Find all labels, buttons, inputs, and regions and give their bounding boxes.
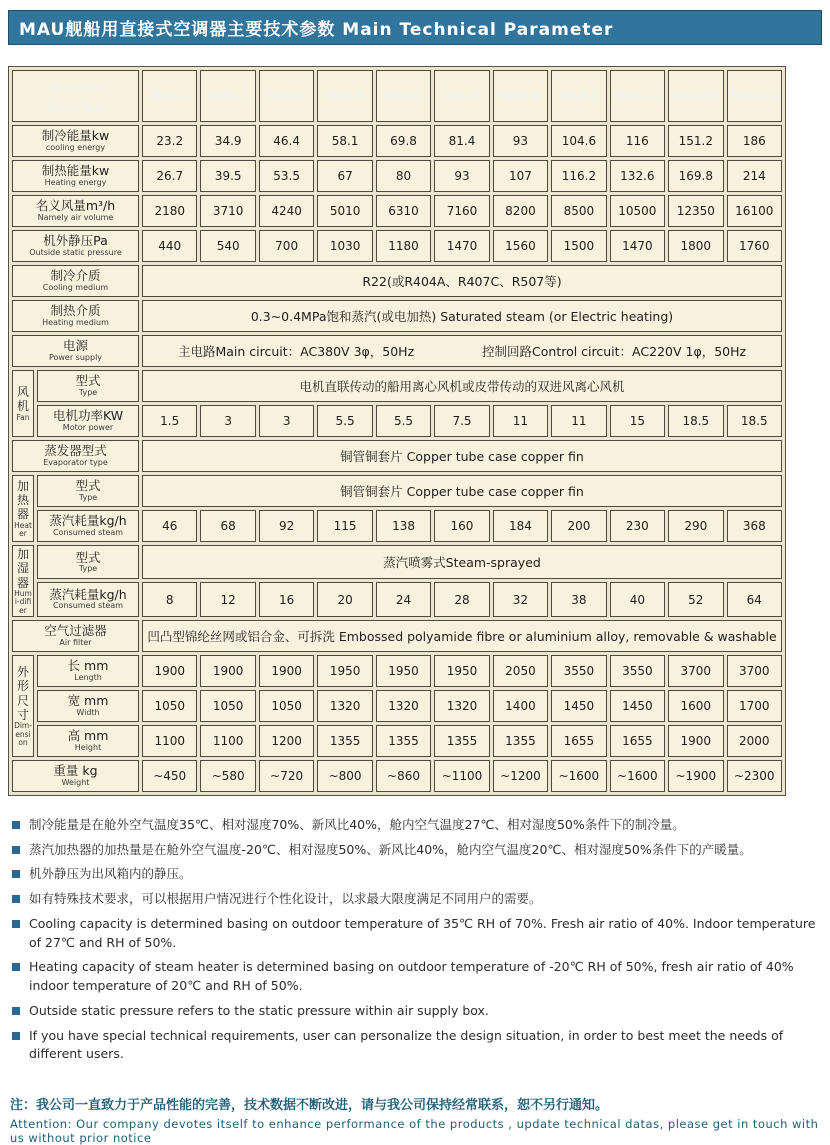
note-item: [10, 915, 820, 953]
value-cell: 11: [493, 405, 548, 437]
value-cell: 32: [493, 582, 548, 616]
value-cell: 5.5: [376, 405, 431, 437]
value-cell: 1355: [376, 725, 431, 757]
row-power-supply: [12, 335, 782, 367]
value-cell: 46: [142, 510, 197, 542]
air-filter-text: 凹凸型锦纶丝网或铝合金、可拆洗 Embossed polyamide fibre or aluminium alloy, removable & washable: [142, 620, 782, 652]
square-bullet-icon: [12, 895, 20, 903]
value-cell: 6310: [376, 195, 431, 227]
value-cell: ~1200: [493, 760, 548, 792]
value-cell: 23.2: [142, 125, 197, 157]
power-supply-text: [142, 335, 782, 367]
row-motor-power: [12, 405, 782, 437]
row-heating-energy: [12, 160, 782, 192]
row-humidifier-steam: [12, 582, 782, 616]
row-height: [12, 725, 782, 757]
square-bullet-icon: [12, 1007, 20, 1015]
heating-medium-text: 0.3~0.4MPa饱和蒸汽(或电加热) Saturated steam (or Electric heating): [142, 300, 782, 332]
value-cell: 28: [434, 582, 489, 616]
label-zh: 蒸汽耗量kg/h: [49, 513, 127, 529]
value-cell: 92: [259, 510, 314, 542]
value-cell: 93: [434, 160, 489, 192]
value-cell: 68: [200, 510, 255, 542]
label-en: Cooling medium: [42, 282, 109, 292]
row-label-evaporator-type: [12, 440, 139, 472]
value-cell: 12: [200, 582, 255, 616]
group-label-zh: 风机: [16, 384, 29, 414]
value-cell: 8200: [493, 195, 548, 227]
header-zh: 项目/型号: [47, 82, 104, 98]
value-cell: 18.5: [727, 405, 782, 437]
group-label-en: Heater: [14, 520, 32, 539]
value-cell: 1760: [727, 230, 782, 262]
row-label-air-volume: [12, 195, 139, 227]
group-label-en: Dim-ension: [14, 721, 32, 747]
row-humidifier-type: [12, 545, 782, 579]
label-zh: 电源: [62, 338, 88, 354]
group-heater: [12, 475, 34, 542]
label-en: Outside static pressure: [29, 247, 122, 257]
label-zh: 宽 mm: [67, 693, 109, 709]
value-cell: 12350: [668, 195, 723, 227]
value-cell: 18.5: [668, 405, 723, 437]
value-cell: 1030: [317, 230, 372, 262]
label-zh: 蒸发器型式: [44, 443, 107, 459]
row-label-height: [37, 725, 139, 757]
square-bullet-icon: [12, 846, 20, 854]
row-label-heating-energy: [12, 160, 139, 192]
value-cell: 1355: [434, 725, 489, 757]
value-cell: 4240: [259, 195, 314, 227]
value-cell: 64: [727, 582, 782, 616]
main-circuit-text: 主电路Main circuit：AC380V 3φ，50Hz: [177, 344, 415, 359]
label-zh: 电机功率KW: [52, 408, 124, 424]
square-bullet-icon: [12, 963, 20, 971]
value-cell: 5.5: [317, 405, 372, 437]
value-cell: 1950: [376, 655, 431, 687]
value-cell: 1470: [610, 230, 665, 262]
value-cell: 1100: [142, 725, 197, 757]
value-cell: 1100: [200, 725, 255, 757]
value-cell: 1700: [727, 690, 782, 722]
group-label-en: Humi-difier: [14, 589, 32, 615]
value-cell: 3: [259, 405, 314, 437]
value-cell: 39.5: [200, 160, 255, 192]
value-cell: 1900: [142, 655, 197, 687]
notes-section: [8, 816, 822, 1064]
label-en: Consumed steam: [52, 527, 124, 537]
value-cell: 700: [259, 230, 314, 262]
value-cell: 69.8: [376, 125, 431, 157]
value-cell: 10500: [610, 195, 665, 227]
row-label-air-filter: [12, 620, 139, 652]
value-cell: 116.2: [551, 160, 606, 192]
value-cell: 1655: [610, 725, 665, 757]
humidifier-type-text: 蒸汽喷雾式Steam-sprayed: [142, 545, 782, 579]
value-cell: 440: [142, 230, 197, 262]
value-cell: 1655: [551, 725, 606, 757]
note-text: Outside static pressure refers to the static pressure within air supply box.: [29, 1002, 489, 1018]
group-label-zh: 外形尺寸: [16, 664, 29, 722]
value-cell: 52: [668, 582, 723, 616]
value-cell: 7160: [434, 195, 489, 227]
value-cell: 368: [727, 510, 782, 542]
value-cell: 3: [200, 405, 255, 437]
value-cell: 2000: [727, 725, 782, 757]
value-cell: 1180: [376, 230, 431, 262]
value-cell: 107: [493, 160, 548, 192]
value-cell: ~1600: [610, 760, 665, 792]
label-en: Weight: [61, 777, 90, 787]
header-row: [12, 70, 782, 122]
row-label-length: [37, 655, 139, 687]
value-cell: 46.4: [259, 125, 314, 157]
value-cell: 1050: [142, 690, 197, 722]
row-label-power-supply: [12, 335, 139, 367]
value-cell: 5010: [317, 195, 372, 227]
value-cell: 67: [317, 160, 372, 192]
value-cell: 1800: [668, 230, 723, 262]
square-bullet-icon: [12, 1032, 20, 1040]
value-cell: 1200: [259, 725, 314, 757]
row-heater-type: [12, 475, 782, 507]
note-text: 如有特殊技术要求，可以根据用户情况进行个性化设计，以求最大限度满足不同用户的需要。: [29, 891, 542, 907]
row-label-static-pressure: [12, 230, 139, 262]
label-en: Heating medium: [42, 317, 109, 327]
value-cell: 80: [376, 160, 431, 192]
value-cell: 1050: [259, 690, 314, 722]
value-cell: 3700: [668, 655, 723, 687]
model-col-header: MAU-16: [727, 70, 782, 122]
value-cell: 20: [317, 582, 372, 616]
value-cell: 169.8: [668, 160, 723, 192]
note-item: [10, 841, 820, 860]
value-cell: 81.4: [434, 125, 489, 157]
value-cell: 3710: [200, 195, 255, 227]
row-label-heating-medium: [12, 300, 139, 332]
row-label-motor-power: [37, 405, 139, 437]
value-cell: 1950: [317, 655, 372, 687]
value-cell: 1450: [610, 690, 665, 722]
evaporator-type-text: 铜管铜套片 Copper tube case copper fin: [142, 440, 782, 472]
value-cell: 34.9: [200, 125, 255, 157]
row-label-weight: [12, 760, 139, 792]
cooling-medium-text: R22(或R404A、R407C、R507等): [142, 265, 782, 297]
header-en: Model/Type: [44, 100, 107, 114]
value-cell: 1355: [317, 725, 372, 757]
value-cell: ~450: [142, 760, 197, 792]
label-zh: 制热介质: [50, 303, 101, 319]
model-col-header: MAU-10: [610, 70, 665, 122]
value-cell: 1320: [376, 690, 431, 722]
label-en: Motor power: [62, 422, 114, 432]
value-cell: 132.6: [610, 160, 665, 192]
value-cell: ~1100: [434, 760, 489, 792]
row-label-fan-type: [37, 370, 139, 402]
square-bullet-icon: [12, 821, 20, 829]
value-cell: 200: [551, 510, 606, 542]
model-col-header: MAU-8: [493, 70, 548, 122]
model-col-header: MAU-4: [259, 70, 314, 122]
label-zh: 型式: [75, 478, 101, 494]
label-en: Evaporator type: [43, 457, 108, 467]
note-text: 机外静压为出风箱内的静压。: [29, 866, 192, 882]
square-bullet-icon: [12, 920, 20, 928]
value-cell: ~580: [200, 760, 255, 792]
model-col-header: MAU-7: [434, 70, 489, 122]
label-zh: 长 mm: [67, 658, 109, 674]
value-cell: ~1900: [668, 760, 723, 792]
note-item: [10, 816, 820, 835]
value-cell: 38: [551, 582, 606, 616]
label-en: Length: [74, 672, 102, 682]
note-text: Cooling capacity is determined basing on outdoor temperature of 35℃ RH of 70%. Fresh air ratio of 40%. Indoor temperature of 27℃ and RH of 50%.: [29, 915, 816, 950]
value-cell: 16100: [727, 195, 782, 227]
value-cell: 1900: [259, 655, 314, 687]
note-item: [10, 1002, 820, 1021]
row-heater-steam: [12, 510, 782, 542]
row-evaporator-type: [12, 440, 782, 472]
value-cell: 93: [493, 125, 548, 157]
row-fan-type: [12, 370, 782, 402]
group-label-zh: 加湿器: [16, 547, 29, 590]
row-label-cooling-medium: [12, 265, 139, 297]
label-en: Type: [78, 492, 98, 502]
label-zh: 机外静压Pa: [43, 233, 108, 249]
note-text: Heating capacity of steam heater is determined basing on outdoor temperature of -20℃ RH of 50%, fresh air ratio of 40% indoor temperature of 20℃ and RH of 50%.: [29, 959, 794, 994]
value-cell: 1050: [200, 690, 255, 722]
row-label-heater-steam: [37, 510, 139, 542]
value-cell: 1400: [493, 690, 548, 722]
label-en: Height: [74, 742, 102, 752]
value-cell: ~860: [376, 760, 431, 792]
label-zh: 蒸汽耗量kg/h: [49, 587, 127, 603]
value-cell: 290: [668, 510, 723, 542]
value-cell: 1320: [434, 690, 489, 722]
heater-type-text: 铜管铜套片 Copper tube case copper fin: [142, 475, 782, 507]
label-en: Power supply: [48, 352, 103, 362]
row-label-heater-type: [37, 475, 139, 507]
value-cell: 1.5: [142, 405, 197, 437]
value-cell: 11: [551, 405, 606, 437]
group-dimension: [12, 655, 34, 757]
spec-table: [8, 66, 786, 796]
value-cell: 186: [727, 125, 782, 157]
note-text: If you have special technical requirements, user can personalize the design situation, in order to best meet the needs of different users.: [29, 1027, 784, 1062]
value-cell: 151.2: [668, 125, 723, 157]
value-cell: 26.7: [142, 160, 197, 192]
value-cell: 7.5: [434, 405, 489, 437]
label-en: Width: [76, 707, 100, 717]
label-en: Type: [78, 387, 98, 397]
label-zh: 型式: [75, 373, 101, 389]
value-cell: 15: [610, 405, 665, 437]
value-cell: 230: [610, 510, 665, 542]
label-zh: 高 mm: [67, 728, 109, 744]
value-cell: 53.5: [259, 160, 314, 192]
value-cell: 214: [727, 160, 782, 192]
value-cell: 104.6: [551, 125, 606, 157]
value-cell: 40: [610, 582, 665, 616]
row-label-humidifier-type: [37, 545, 139, 579]
row-width: [12, 690, 782, 722]
note-item: [10, 1027, 820, 1065]
group-label-zh: 加热器: [16, 478, 29, 522]
label-zh: 制冷能量kw: [41, 128, 110, 144]
note-text: 蒸汽加热器的加热量是在舱外空气温度-20℃、相对湿度50%、新风比40%，舱内空气温度20℃、相对湿度50%条件下的产暖量。: [29, 841, 752, 857]
label-zh: 制热能量kw: [41, 163, 110, 179]
value-cell: 8500: [551, 195, 606, 227]
value-cell: 160: [434, 510, 489, 542]
fan-type-text: 电机直联传动的船用离心风机或皮带传动的双进风离心风机: [142, 370, 782, 402]
value-cell: 3550: [551, 655, 606, 687]
label-en: Namely air volume: [37, 212, 114, 222]
value-cell: 116: [610, 125, 665, 157]
value-cell: ~2300: [727, 760, 782, 792]
footer-note-en: Attention: Our company devotes itself to enhance performance of the products , update technical datas, please get in touch with us without prior notice: [10, 1117, 819, 1145]
row-air-volume: [12, 195, 782, 227]
label-en: Air filter: [59, 637, 92, 647]
model-col-header: MAU-2: [142, 70, 197, 122]
row-air-filter: [12, 620, 782, 652]
header-model-type: [12, 70, 139, 122]
row-label-humidifier-steam: [37, 582, 139, 616]
value-cell: 1950: [434, 655, 489, 687]
label-zh: 名义风量m³/h: [35, 198, 116, 214]
value-cell: 8: [142, 582, 197, 616]
row-cooling-energy: [12, 125, 782, 157]
note-item: [10, 865, 820, 884]
model-col-header: MAU-3: [200, 70, 255, 122]
value-cell: ~1600: [551, 760, 606, 792]
value-cell: 1355: [493, 725, 548, 757]
square-bullet-icon: [12, 870, 20, 878]
note-item: [10, 958, 820, 996]
value-cell: 2050: [493, 655, 548, 687]
model-col-header: MAU-6: [376, 70, 431, 122]
label-en: Consumed steam: [52, 601, 124, 611]
value-cell: 138: [376, 510, 431, 542]
row-label-width: [37, 690, 139, 722]
model-col-header: MAU-5: [317, 70, 372, 122]
model-col-header: MAU-13: [668, 70, 723, 122]
value-cell: 1450: [551, 690, 606, 722]
value-cell: 3550: [610, 655, 665, 687]
value-cell: 1560: [493, 230, 548, 262]
group-fan: [12, 370, 34, 437]
note-text: 制冷能量是在舱外空气温度35℃、相对湿度70%、新风比40%，舱内空气温度27℃、相对湿度50%条件下的制冷量。: [29, 816, 685, 832]
value-cell: 540: [200, 230, 255, 262]
value-cell: 24: [376, 582, 431, 616]
value-cell: ~800: [317, 760, 372, 792]
row-heating-medium: [12, 300, 782, 332]
row-weight: [12, 760, 782, 792]
value-cell: ~720: [259, 760, 314, 792]
value-cell: 2180: [142, 195, 197, 227]
label-zh: 型式: [75, 549, 101, 565]
label-en: Type: [78, 564, 98, 574]
row-label-cooling-energy: [12, 125, 139, 157]
label-zh: 制冷介质: [50, 268, 101, 284]
value-cell: 1470: [434, 230, 489, 262]
row-cooling-medium: [12, 265, 782, 297]
row-static-pressure: [12, 230, 782, 262]
control-circuit-text: 控制回路Control circuit：AC220V 1φ，50Hz: [482, 344, 747, 359]
note-item: [10, 890, 820, 909]
value-cell: 1320: [317, 690, 372, 722]
label-zh: 重量 kg: [53, 763, 98, 779]
page-title: MAU舰船用直接式空调器主要技术参数 Main Technical Parameter: [8, 10, 822, 45]
label-en: cooling energy: [45, 142, 106, 152]
value-cell: 1900: [668, 725, 723, 757]
group-label-en: Fan: [16, 412, 30, 422]
value-cell: 184: [493, 510, 548, 542]
value-cell: 115: [317, 510, 372, 542]
value-cell: 1500: [551, 230, 606, 262]
label-zh: 空气过滤器: [44, 623, 107, 639]
footer-note: [8, 1094, 822, 1145]
label-en: Heating energy: [44, 177, 107, 187]
model-col-header: MAU-9: [551, 70, 606, 122]
value-cell: 1900: [200, 655, 255, 687]
value-cell: 1600: [668, 690, 723, 722]
footer-note-zh: 注：我公司一直致力于产品性能的完善，技术数据不断改进，请与我公司保持经常联系，恕不另行通知。: [10, 1098, 609, 1114]
value-cell: 58.1: [317, 125, 372, 157]
row-length: [12, 655, 782, 687]
value-cell: 16: [259, 582, 314, 616]
group-humidifier: [12, 545, 34, 617]
value-cell: 3700: [727, 655, 782, 687]
